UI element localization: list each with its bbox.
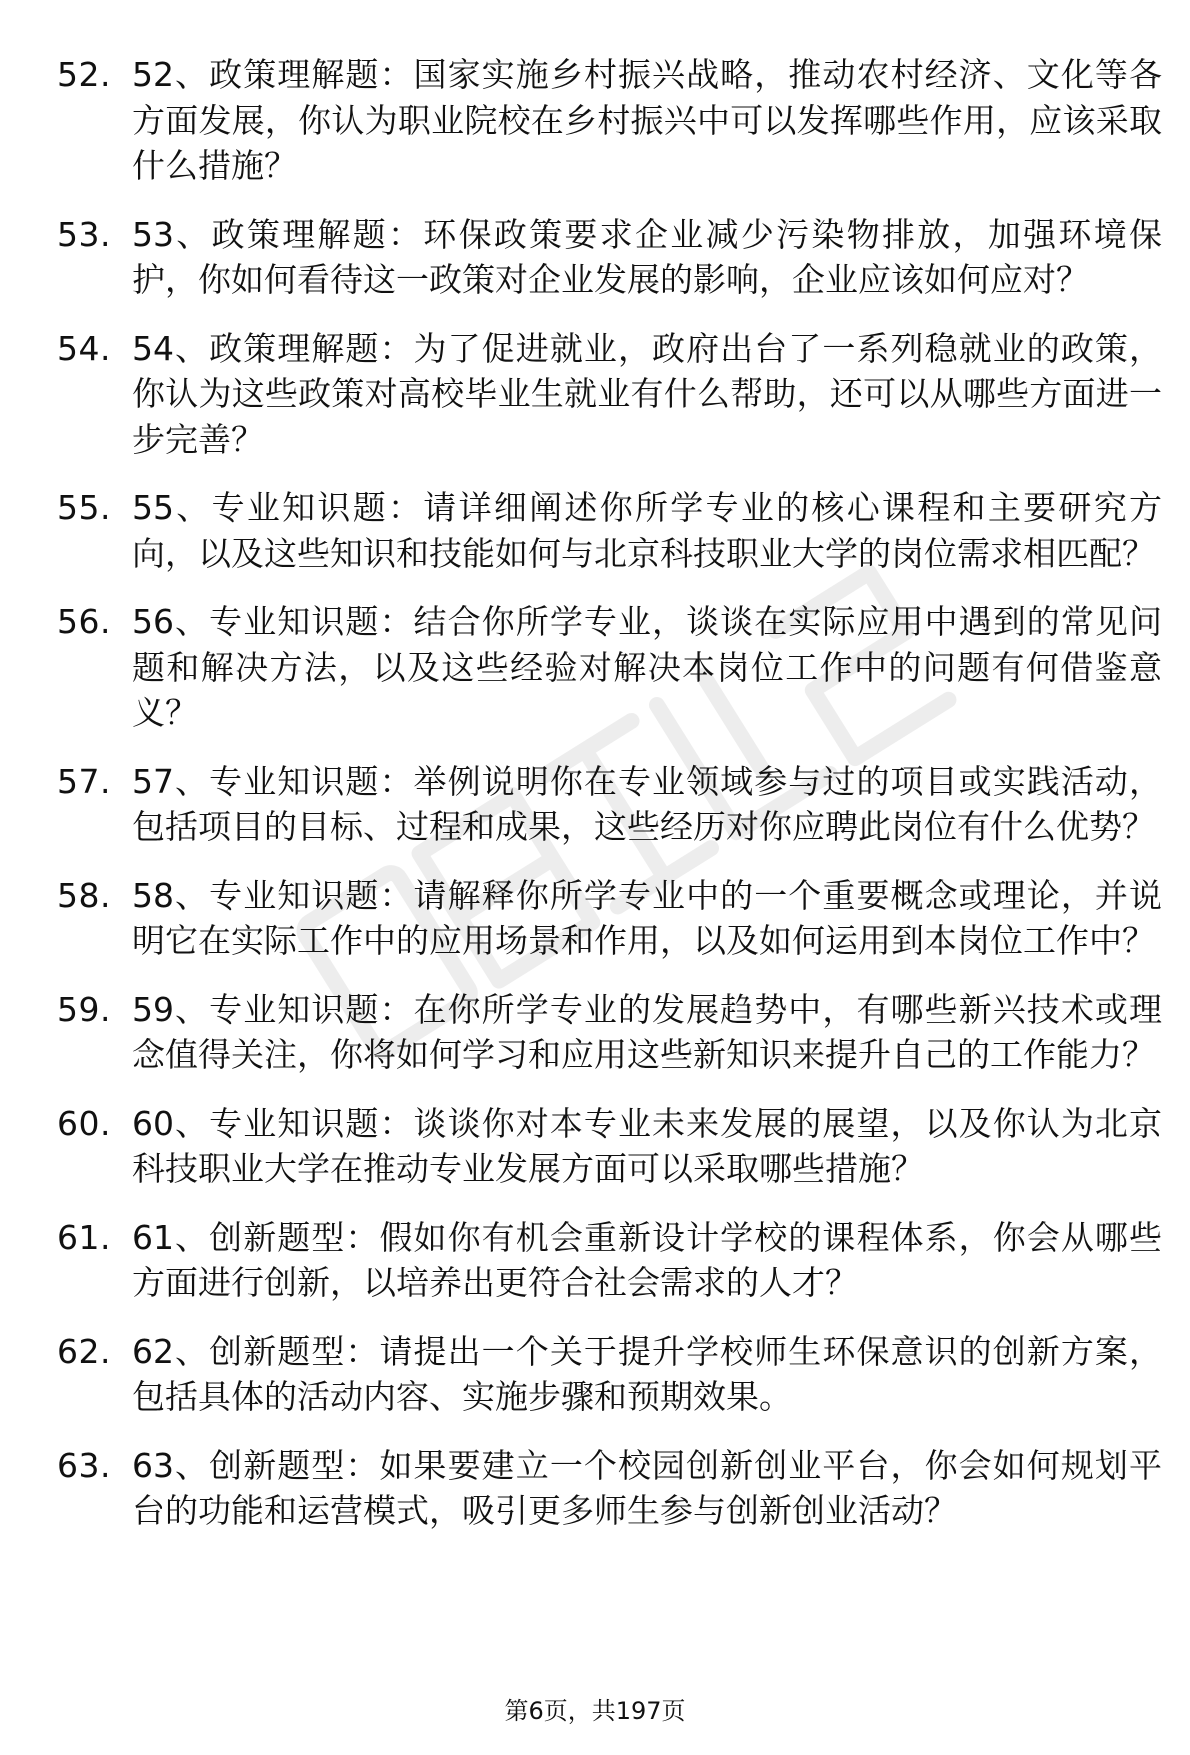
question-text: 56、专业知识题：结合你所学专业，谈谈在实际应用中遇到的常见问题和解决方法，以及这些经验对解决本岗位工作中的问题有何借鉴意义？ bbox=[132, 602, 1162, 732]
question-text: 61、创新题型：假如你有机会重新设计学校的课程体系，你会从哪些方面进行创新，以培养出更符合社会需求的人才？ bbox=[132, 1217, 1162, 1302]
page-indicator: 第6页，共197页 bbox=[504, 1697, 686, 1725]
question-text: 57、专业知识题：举例说明你在专业领域参与过的项目或实践活动，包括项目的目标、过程和成果，这些经历对你应聘此岗位有什么优势？ bbox=[132, 761, 1162, 846]
question-text: 63、创新题型：如果要建立一个校园创新创业平台，你会如何规划平台的功能和运营模式，吸引更多师生参与创新创业活动？ bbox=[132, 1445, 1162, 1530]
question-item bbox=[57, 212, 1162, 303]
question-text: 62、创新题型：请提出一个关于提升学校师生环保意识的创新方案，包括具体的活动内容、实施步骤和预期效果。 bbox=[132, 1331, 1162, 1416]
question-number: 59. bbox=[57, 989, 111, 1029]
question-text: 60、专业知识题：谈谈你对本专业未来发展的展望，以及你认为北京科技职业大学在推动专业发展方面可以采取哪些措施？ bbox=[132, 1103, 1162, 1188]
question-number: 57. bbox=[57, 761, 111, 801]
question-list bbox=[57, 52, 1162, 1557]
question-text: 54、政策理解题：为了促进就业，政府出台了一系列稳就业的政策，你认为这些政策对高校毕业生就业有什么帮助，还可以从哪些方面进一步完善？ bbox=[132, 328, 1162, 459]
question-number: 60. bbox=[57, 1103, 111, 1143]
question-number: 53. bbox=[57, 214, 111, 254]
question-text: 53、政策理解题：环保政策要求企业减少污染物排放，加强环境保护，你如何看待这一政策对企业发展的影响，企业应该如何应对？ bbox=[132, 214, 1162, 299]
question-item bbox=[57, 485, 1162, 576]
question-item bbox=[57, 987, 1162, 1078]
question-item bbox=[57, 759, 1162, 850]
question-number: 58. bbox=[57, 875, 111, 915]
question-item bbox=[57, 52, 1162, 189]
question-item bbox=[57, 1101, 1162, 1192]
question-text: 52、政策理解题：国家实施乡村振兴战略，推动农村经济、文化等各方面发展，你认为职业院校在乡村振兴中可以发挥哪些作用，应该采取什么措施？ bbox=[132, 55, 1162, 185]
question-number: 52. bbox=[57, 55, 111, 94]
question-item bbox=[57, 1443, 1162, 1534]
question-number: 63. bbox=[57, 1445, 111, 1485]
question-item bbox=[57, 873, 1162, 964]
question-number: 61. bbox=[57, 1217, 111, 1257]
question-item bbox=[57, 1215, 1162, 1306]
question-number: 62. bbox=[57, 1331, 111, 1371]
question-item bbox=[57, 599, 1162, 736]
question-item bbox=[57, 326, 1162, 463]
question-number: 56. bbox=[57, 602, 111, 641]
question-text: 59、专业知识题：在你所学专业的发展趋势中，有哪些新兴技术或理念值得关注，你将如何学习和应用这些新知识来提升自己的工作能力？ bbox=[132, 989, 1162, 1074]
question-item bbox=[57, 1329, 1162, 1420]
question-text: 55、专业知识题：请详细阐述你所学专业的核心课程和主要研究方向，以及这些知识和技能如何与北京科技职业大学的岗位需求相匹配？ bbox=[132, 488, 1162, 573]
question-number: 54. bbox=[57, 328, 111, 368]
question-number: 55. bbox=[57, 488, 111, 527]
question-text: 58、专业知识题：请解释你所学专业中的一个重要概念或理论，并说明它在实际工作中的应用场景和作用，以及如何运用到本岗位工作中？ bbox=[132, 875, 1162, 960]
